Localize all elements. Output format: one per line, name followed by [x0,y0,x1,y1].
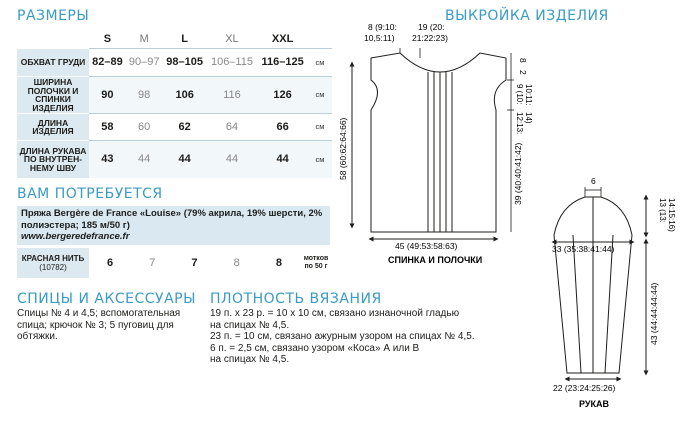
cell-sleeve-xxl: 44 [257,140,308,178]
materials-title: ВАМ ПОТРЕБУЕТСЯ [17,186,163,202]
row-label-length: ДЛИНА ИЗДЕЛИЯ [17,113,89,140]
yarn-qty-xl: 8 [233,257,240,269]
sleeve-caption: РУКАВ [579,399,609,409]
body-right-mid-c: 12:13: [515,112,524,135]
sleeve-cap-label-a: 13 (13: [658,198,667,223]
sleeve-piece [554,197,632,373]
gauge-line: 23 п. = 10 см, связано ажурным узором на спицах № 4,5. [210,331,475,342]
sleeve-length-label: 43 (44:44:44:44) [649,282,659,345]
row-label-sleeve: ДЛИНА РУКАВА ПО ВНУТРЕН-НЕМУ ШВУ [17,140,89,178]
cell-chest-m: 90–97 [126,48,163,76]
yarn-qty-l: 7 [191,257,198,269]
size-header-xxl: XXL [257,30,308,48]
cell-chest-xxl: 116–125 [257,48,308,76]
size-header-s: S [89,30,126,48]
sizes-title: РАЗМЕРЫ [17,8,90,24]
body-neck-label-b: 21:22:23) [412,33,448,43]
gauge-line: 6 п. = 2,5 см, связано узором «Коса» А или В [210,342,420,354]
yarn-color-code: (10782) [39,263,67,272]
yarn-qty-xxl: 8 [275,257,282,269]
body-width-label: 45 (49:53:58:63) [395,241,458,251]
row-label-chest: ОБХВАТ ГРУДИ [17,48,89,76]
cell-sleeve-m: 44 [126,140,163,178]
cell-chest-unit: см [308,48,332,76]
gauge-line: на спицах № 4,5. [210,354,290,365]
pattern-title: ВЫКРОЙКА ИЗДЕЛИЯ [445,8,609,24]
cell-width-xxl: 126 [257,76,308,113]
cell-chest-xl: 106–115 [207,48,258,76]
cell-sleeve-unit: см [308,140,332,178]
yarn-qty-m: 7 [149,257,156,269]
cell-length-l: 62 [163,113,207,140]
cell-chest-s: 82–89 [89,48,126,76]
gauge-line: на спицах № 4,5. [210,319,290,331]
cell-width-s: 90 [89,76,126,113]
yarn-qty-unit: мотков по 50 г [303,255,329,270]
cell-length-m: 60 [126,113,163,140]
size-header-l: L [163,30,207,48]
cell-sleeve-s: 43 [89,140,126,178]
body-piece [371,48,506,232]
yarn-qty-s: 6 [107,257,114,269]
row-label-width: ШИРИНА ПОЛОЧКИ И СПИНКИ ИЗДЕЛИЯ [17,76,89,113]
size-header-m: M [126,30,163,48]
body-right-low-label: 39 (40:40:41:42) [513,142,523,205]
body-right-mid-d: 14) [524,112,533,124]
sleeve-bottom-label: 22 (23:24:25:26) [553,383,616,393]
needles-text: Спицы № 4 и 4,5; вспомогательная спица; крючок № 3; 5 пуговиц для обтяжки. [17,308,181,342]
body-right-top-b: 2 [518,70,528,75]
body-shoulder-label-b: 10,5:11) [364,33,395,43]
body-neck-label-a: 19 (20: [418,22,445,32]
gauge-title: ПЛОТНОСТЬ ВЯЗАНИЯ [210,291,382,307]
needles-title: СПИЦЫ И АКСЕССУАРЫ [17,291,196,307]
gauge-line: 19 п. х 23 р. = 10 х 10 см, связано изнаночной гладью [210,308,460,319]
body-caption: СПИНКА И ПОЛОЧКИ [388,255,483,265]
size-header-xl: XL [207,30,258,48]
cell-sleeve-xl: 44 [207,140,258,178]
body-outline [371,53,506,232]
cell-sleeve-l: 44 [163,140,207,178]
yarn-color-name: КРАСНАЯ НИТЬ [21,254,85,263]
cell-width-xl: 116 [207,76,258,113]
body-right-mid-a: 9 (10: [515,84,524,105]
sleeve-top-label: 6 [591,176,596,186]
body-right-mid-b: 10:11: [524,84,533,106]
sleeve-pattern-line [573,235,581,373]
body-right-top-a: 8 [518,58,528,63]
sleeve-cap-label-b: 14:15:16) [667,198,676,232]
cell-length-s: 58 [89,113,126,140]
body-length-label: 58 (60:62:64:66) [338,117,348,180]
cell-chest-l: 98–105 [163,48,207,76]
cell-length-unit: см [308,113,332,140]
cell-width-unit: см [308,76,332,113]
yarn-website-link[interactable]: www.bergeredefrance.fr [21,231,130,242]
cell-length-xl: 64 [207,113,258,140]
sleeve-pattern-line [605,235,613,373]
cell-width-m: 98 [126,76,163,113]
yarn-name: Пряжа Bergère de France «Louise» [21,208,182,219]
yarn-composition: (79% акрила, 19% шерсти, 2% полиэстера; 185 м/50 г) [21,208,323,231]
body-shoulder-label-a: 8 (9:10: [368,22,397,32]
sleeve-width-label: 33 (35:38:41:44) [552,244,615,254]
cell-length-xxl: 66 [257,113,308,140]
cell-width-l: 106 [163,76,207,113]
